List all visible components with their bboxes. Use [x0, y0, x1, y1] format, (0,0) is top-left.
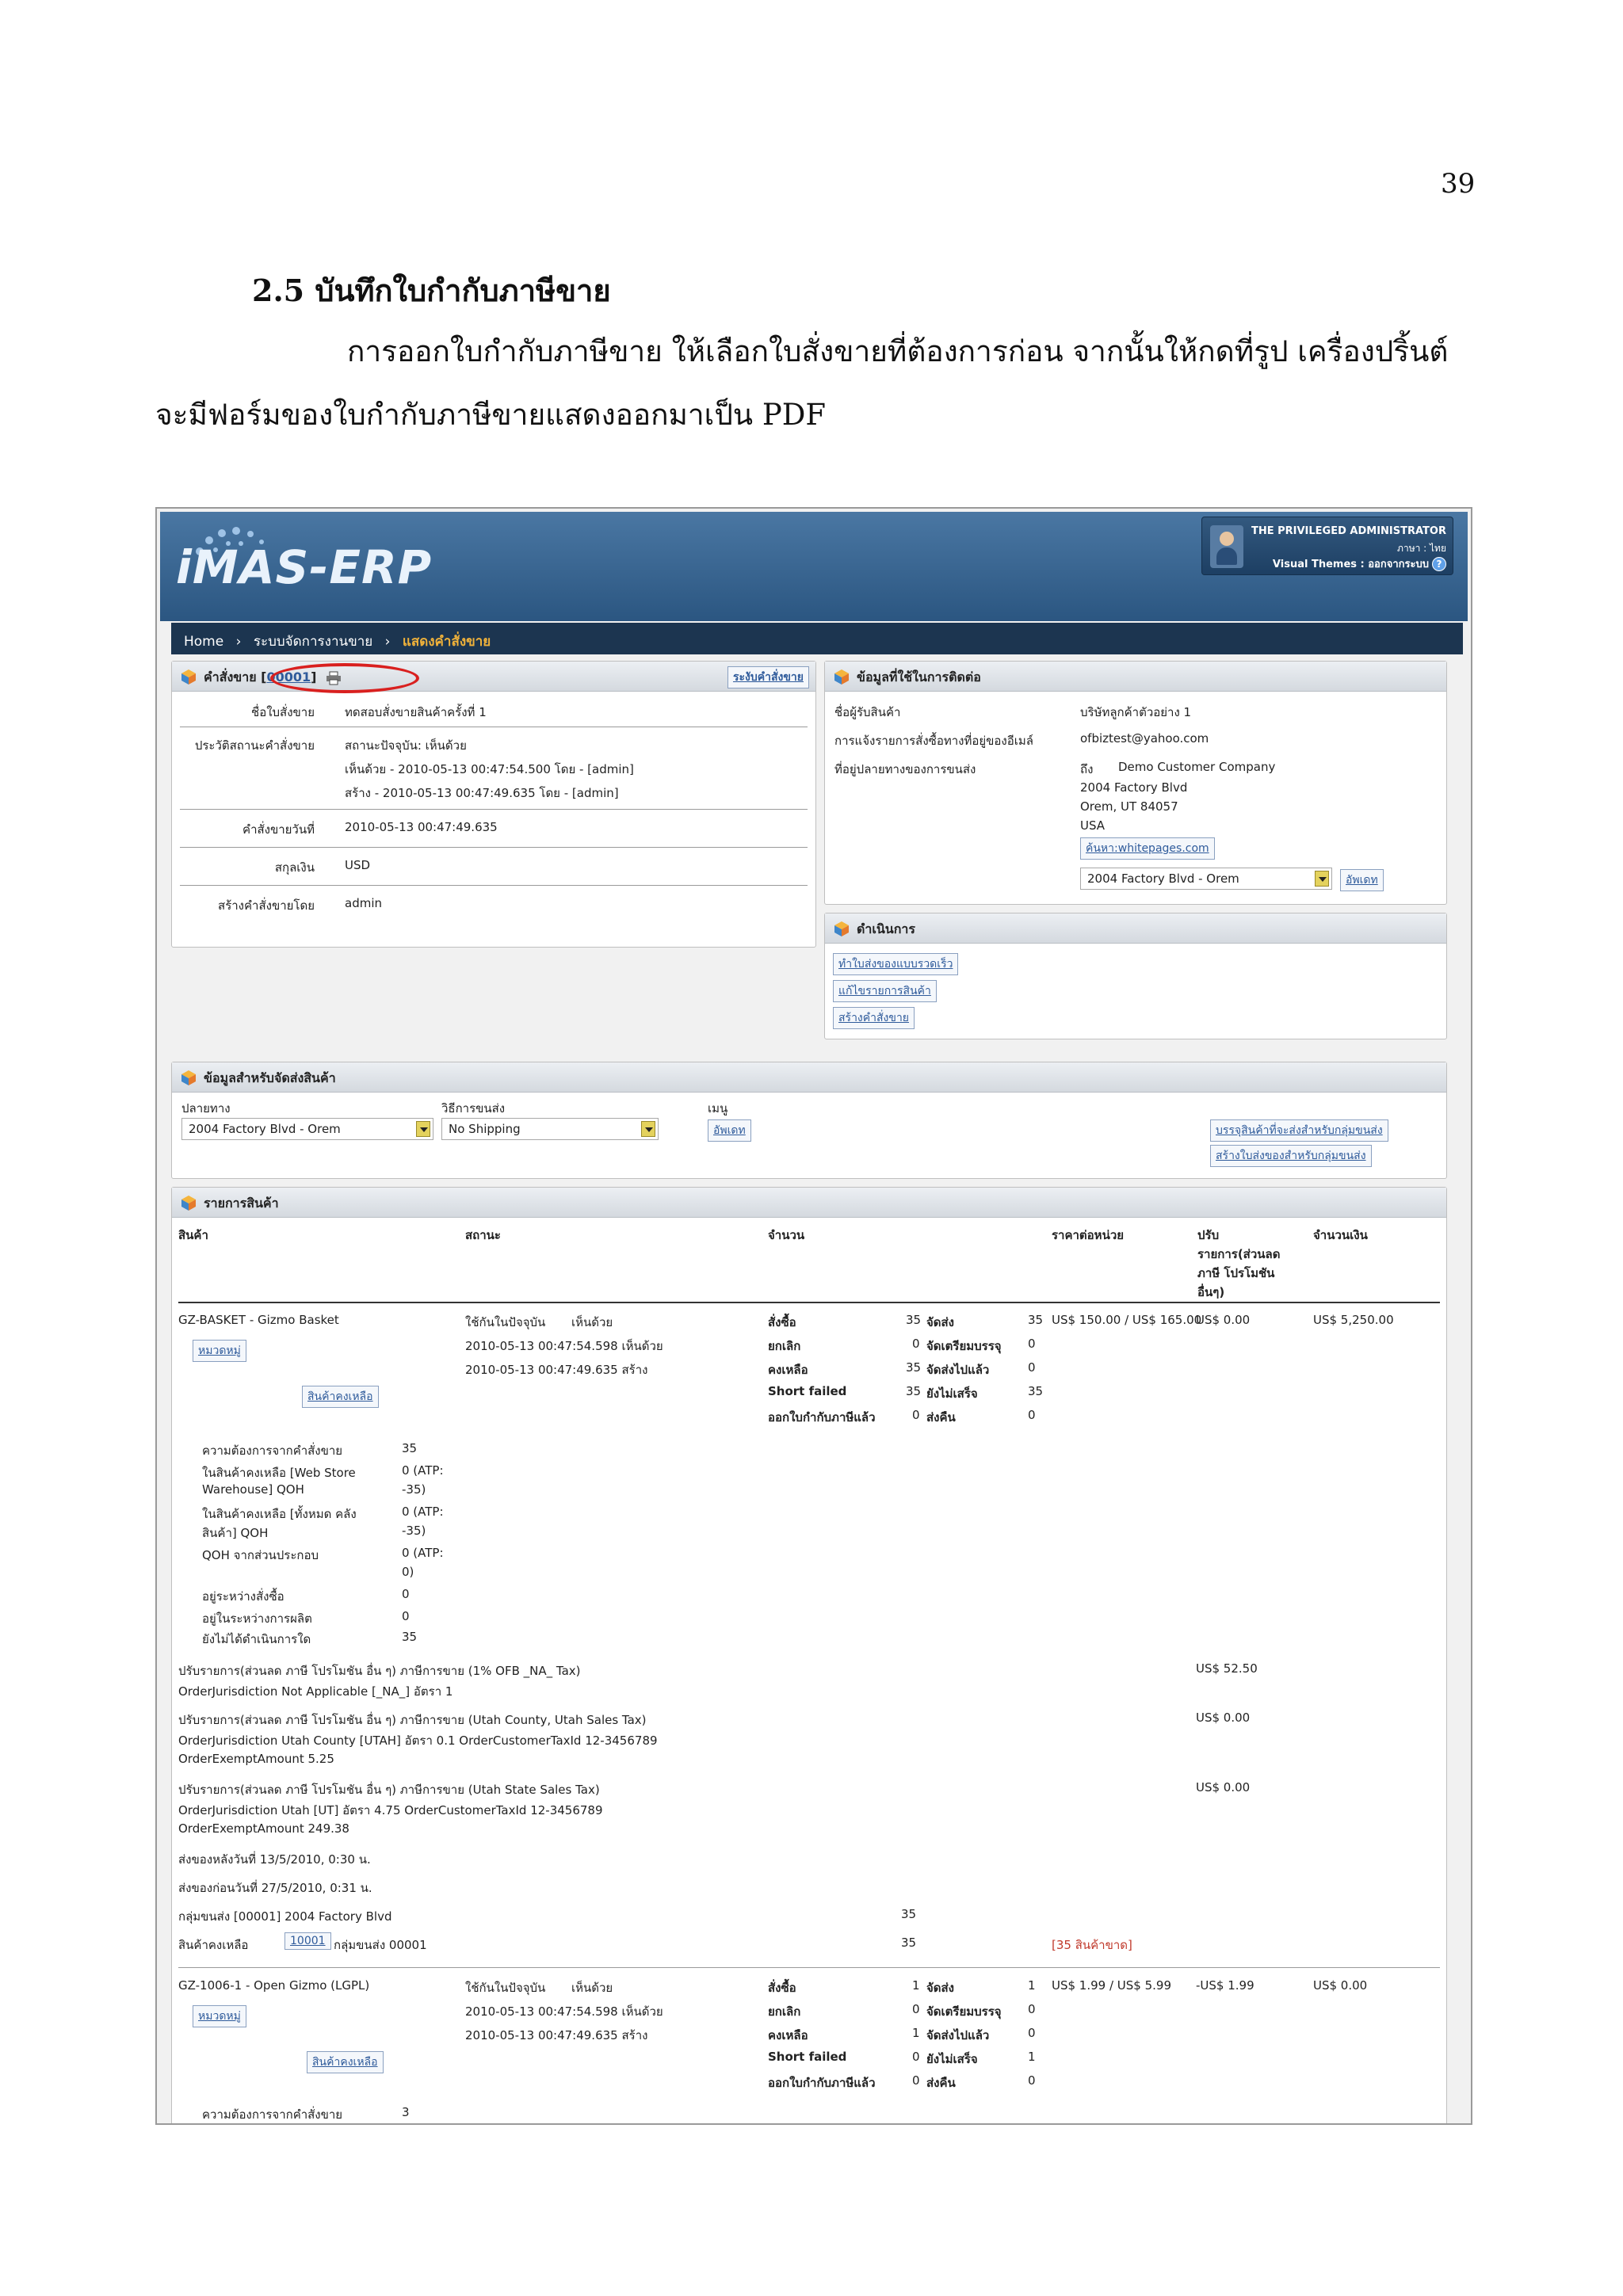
item-2-status-current: ใช้กันในปัจจุบัน	[465, 1981, 546, 1995]
inv-label: Warehouse] QOH	[202, 1482, 304, 1497]
customer-value: บริษัทลูกค้าตัวอย่าง 1	[1080, 705, 1192, 719]
order-history-current: สถานะปัจจุบัน: เห็นด้วย	[345, 738, 467, 753]
cube-icon	[833, 920, 850, 937]
chevron-down-icon	[641, 1121, 655, 1137]
item-1-price: US$ 150.00 / US$ 165.00	[1052, 1313, 1202, 1327]
shipping-method-select[interactable]	[441, 1118, 659, 1140]
item-1-status-approved: 2010-05-13 00:47:54.598 เห็นด้วย	[465, 1339, 663, 1353]
company-name: Demo Customer Company	[1118, 760, 1276, 774]
update-address-button[interactable]: อัพเดท	[1340, 869, 1384, 891]
email-label: การแจ้งรายการสั่งซื้อทางที่อยู่ของอีเมล์	[834, 734, 1033, 748]
item-2-q-invoiced-label: ออกใบกำกับภาษีแล้ว	[768, 2076, 876, 2090]
shipping-panel-header	[172, 1062, 1446, 1093]
item-2-q-short-value: 0	[912, 2050, 920, 2064]
item-1-s-notdone-label: ยังไม่เสร็จ	[926, 1386, 978, 1401]
pack-items-button[interactable]: บรรจุสินค้าที่จะส่งสำหรับกลุ่มขนส่ง	[1210, 1119, 1388, 1142]
item-2-q-invoiced-value: 0	[912, 2073, 920, 2088]
item-2-s-shipped-label: จัดส่งไปแล้ว	[926, 2028, 990, 2042]
edit-items-button[interactable]: แก้ไขรายการสินค้า	[833, 980, 937, 1002]
item-1-q-cancel-value: 0	[912, 1337, 920, 1351]
create-order-button[interactable]: สร้างคำสั่งขาย	[833, 1007, 915, 1029]
inv-label: สินค้า] QOH	[202, 1526, 269, 1540]
suspend-order-button[interactable]: ระงับคำสั่งขาย	[727, 666, 809, 688]
item-1-s-notdone-value: 35	[1028, 1384, 1044, 1398]
item-2-q-ordered-label: สั่งซื้อ	[768, 1981, 796, 1995]
item-1-total: US$ 5,250.00	[1313, 1313, 1394, 1327]
order-panel-header	[172, 662, 815, 692]
ship-group: กลุ่มขนส่ง [00001] 2004 Factory Blvd	[178, 1909, 392, 1924]
item-1-status-current: ใช้กันในปัจจุบัน	[465, 1315, 546, 1329]
erp-screenshot	[155, 507, 1472, 2125]
adjustment-3-title: ปรับรายการ(ส่วนลด ภาษี โปรโมชัน อื่น ๆ) ภาษีการขาย (Utah State Sales Tax)	[178, 1783, 600, 1797]
item-1-q-remain-label: คงเหลือ	[768, 1363, 808, 1377]
order-id-link[interactable]: 00001	[266, 669, 311, 685]
destination-label: ปลายทาง	[181, 1101, 231, 1116]
item-2-q-remain-value: 1	[912, 2026, 920, 2040]
breadcrumb-section[interactable]: ระบบจัดการงานขาย	[253, 634, 373, 650]
breadcrumb-current: แสดงคำสั่งขาย	[402, 634, 491, 650]
adjustment-1-title: ปรับรายการ(ส่วนลด ภาษี โปรโมชัน อื่น ๆ) ภาษีการขาย (1% OFB _NA_ Tax)	[178, 1664, 581, 1678]
col-header-adjust-1: ปรับ	[1197, 1228, 1220, 1242]
cube-icon	[180, 1069, 197, 1086]
item-1-status-created: 2010-05-13 00:47:49.635 สร้าง	[465, 1363, 648, 1377]
item-1-q-remain-value: 35	[906, 1360, 922, 1375]
page-number: 39	[1441, 168, 1476, 200]
adjustment-2-jurisdiction: OrderJurisdiction Utah County [UTAH] อัตรา 0.1 OrderCustomerTaxId 12-3456789	[178, 1733, 658, 1748]
user-info-box	[1201, 517, 1453, 575]
order-date-label: คำสั่งขายวันที่	[242, 822, 315, 837]
adjustment-1-amount: US$ 52.50	[1196, 1661, 1258, 1676]
item-2-s-notdone-value: 1	[1028, 2050, 1036, 2064]
order-history-label: ประวัติสถานะคำสั่งขาย	[194, 738, 315, 753]
item-1-category-button[interactable]: หมวดหมู่	[193, 1340, 246, 1362]
item-2-q-cancel-label: ยกเลิก	[768, 2004, 801, 2019]
address-city: Orem, UT 84057	[1080, 799, 1178, 814]
stock-shortage: [35 สินค้าขาด]	[1052, 1938, 1132, 1952]
shipping-panel-title: ข้อมูลสำหรับจัดส่งสินค้า	[204, 1070, 336, 1085]
item-1-s-shipped-label: จัดส่งไปแล้ว	[926, 1363, 990, 1377]
item-1-q-cancel-label: ยกเลิก	[768, 1339, 801, 1353]
item-2-q-ordered-value: 1	[912, 1978, 920, 1993]
divider	[180, 847, 808, 848]
inv-value: 35	[402, 1630, 418, 1644]
item-1-q-short-value: 35	[906, 1384, 922, 1398]
item-2-q-remain-label: คงเหลือ	[768, 2028, 808, 2042]
item-1-s-prep-label: จัดเตรียมบรรจุ	[926, 1339, 1002, 1353]
col-header-adjust-4: อื่นๆ)	[1197, 1285, 1225, 1299]
divider	[180, 885, 808, 886]
item-1-inventory-button[interactable]: สินค้าคงเหลือ	[302, 1386, 379, 1408]
adjustment-3-jurisdiction: OrderJurisdiction Utah [UT] อัตรา 4.75 OrderCustomerTaxId 12-3456789	[178, 1803, 603, 1817]
ship-after-date: ส่งของหลังวันที่ 13/5/2010, 0:30 น.	[178, 1852, 371, 1867]
ship-before-date: ส่งของก่อนวันที่ 27/5/2010, 0:31 น.	[178, 1881, 372, 1895]
stock-group: กลุ่มขนส่ง 00001	[334, 1938, 427, 1952]
paragraph-line-1: การออกใบกำกับภาษีขาย ให้เลือกใบสั่งขายที่ต้องการก่อน จากนั้นให้กดที่รูป เครื่องปริ้นต์	[347, 334, 1449, 368]
item-1-s-return-label: ส่งคืน	[926, 1410, 956, 1425]
item-1-q-ordered-value: 35	[906, 1313, 922, 1327]
help-icon[interactable]: ?	[1432, 557, 1446, 571]
visual-themes[interactable]	[1273, 555, 1446, 572]
inv-label: อยู่ระหว่างสั่งซื้อ	[202, 1589, 285, 1604]
order-history-created: สร้าง - 2010-05-13 00:47:49.635 โดย - [admin]	[345, 786, 619, 800]
quick-ship-button[interactable]: ทำใบส่งของแบบรวดเร็ว	[833, 953, 958, 975]
menu-label: เมนู	[708, 1101, 728, 1116]
visual-themes-label[interactable]: Visual Themes : ออกจากระบบ	[1272, 559, 1429, 570]
item-2-name: GZ-1006-1 - Open Gizmo (LGPL)	[178, 1978, 370, 1993]
inv-label: ในสินค้าคงเหลือ [ทั้งหมด คลัง	[202, 1507, 357, 1521]
inv-value: 0 (ATP:	[402, 1463, 444, 1478]
item-2-s-ship-label: จัดส่ง	[926, 1981, 955, 1995]
created-by-value: admin	[345, 896, 382, 910]
col-header-product: สินค้า	[178, 1228, 208, 1242]
item-1-s-ship-label: จัดส่ง	[926, 1315, 955, 1329]
currency-label: สกุลเงิน	[274, 860, 315, 875]
item-1-s-shipped-value: 0	[1028, 1360, 1036, 1375]
contact-panel-title: ข้อมูลที่ใช้ในการติดต่อ	[857, 669, 981, 685]
adjustment-2-title: ปรับรายการ(ส่วนลด ภาษี โปรโมชัน อื่น ๆ) ภาษีการขาย (Utah County, Utah Sales Tax)	[178, 1713, 647, 1727]
actions-panel-title: ดำเนินการ	[857, 921, 915, 936]
paragraph-line-2: จะมีฟอร์มของใบกำกับภาษีขายแสดงออกมาเป็น PDF	[155, 398, 827, 432]
whitepages-button[interactable]: ค้นหา:whitepages.com	[1080, 837, 1215, 860]
breadcrumb-separator: ›	[235, 634, 242, 650]
item-2-s-return-label: ส่งคืน	[926, 2076, 956, 2090]
order-date-value: 2010-05-13 00:47:49.635	[345, 820, 498, 834]
shipping-panel	[171, 1062, 1447, 1179]
ship-to-label: ถึง	[1080, 762, 1094, 776]
col-header-status: สถานะ	[465, 1228, 501, 1242]
cube-icon	[833, 668, 850, 685]
inv-value: 0)	[402, 1565, 414, 1579]
item-1-name: GZ-BASKET - Gizmo Basket	[178, 1313, 339, 1327]
item-1-q-invoiced-value: 0	[912, 1408, 920, 1422]
customer-label: ชื่อผู้รับสินค้า	[834, 705, 901, 719]
item-2-inv-label: ความต้องการจากคำสั่งขาย	[202, 2107, 343, 2122]
items-panel	[171, 1187, 1447, 2125]
adjustment-2-exempt: OrderExemptAmount 5.25	[178, 1752, 334, 1766]
created-by-label: สร้างคำสั่งขายโดย	[218, 898, 315, 913]
item-2-total: US$ 0.00	[1313, 1978, 1368, 1993]
item-1-q-invoiced-label: ออกใบกำกับภาษีแล้ว	[768, 1410, 876, 1425]
address-country: USA	[1080, 818, 1106, 833]
chevron-down-icon	[416, 1121, 430, 1137]
item-1-q-ordered-label: สั่งซื้อ	[768, 1315, 796, 1329]
stock-facility-button[interactable]: 10001	[285, 1932, 331, 1950]
item-2-s-prep-label: จัดเตรียมบรรจุ	[926, 2004, 1002, 2019]
contact-panel-header	[825, 662, 1446, 692]
item-2-adjust: -US$ 1.99	[1196, 1978, 1254, 1993]
adjustment-2-amount: US$ 0.00	[1196, 1711, 1251, 1725]
item-1-s-return-value: 0	[1028, 1408, 1036, 1422]
address-select-value: 2004 Factory Blvd - Orem	[1087, 871, 1239, 886]
order-history-approved: เห็นด้วย - 2010-05-13 00:47:54.500 โดย - [admin]	[345, 762, 634, 776]
item-2-inventory-button[interactable]: สินค้าคงเหลือ	[307, 2051, 384, 2073]
shipping-method-value: No Shipping	[449, 1122, 521, 1136]
item-2-status-created: 2010-05-13 00:47:49.635 สร้าง	[465, 2028, 648, 2042]
contact-panel	[824, 661, 1447, 905]
item-2-s-prep-value: 0	[1028, 2002, 1036, 2016]
inv-label: อยู่ในระหว่างการผลิต	[202, 1611, 312, 1626]
inv-value: -35)	[402, 1524, 426, 1538]
user-title: THE PRIVILEGED ADMINISTRATOR	[1251, 525, 1446, 537]
cube-icon	[180, 668, 197, 685]
ship-group-quantity: 35	[901, 1907, 917, 1921]
currency-value: USD	[345, 858, 371, 872]
item-2-q-short-label: Short failed	[768, 2050, 847, 2064]
create-shipment-button[interactable]: สร้างใบส่งของสำหรับกลุ่มขนส่ง	[1210, 1145, 1372, 1167]
order-title-suffix: ]	[311, 669, 317, 685]
col-header-amount: จำนวนเงิน	[1313, 1228, 1368, 1242]
inv-value: 0	[402, 1609, 410, 1623]
order-name-value: ทดสอบสั่งขายสินค้าครั้งที่ 1	[345, 705, 487, 719]
stock-label: สินค้าคงเหลือ	[178, 1938, 249, 1952]
app-banner	[160, 512, 1468, 621]
adjustment-1-jurisdiction: OrderJurisdiction Not Applicable [_NA_] อัตรา 1	[178, 1684, 453, 1699]
address-select[interactable]	[1080, 868, 1332, 890]
item-1-q-short-label: Short failed	[768, 1384, 847, 1398]
item-2-status-approved: 2010-05-13 00:47:54.598 เห็นด้วย	[465, 2004, 663, 2019]
breadcrumb	[171, 623, 1463, 654]
item-1-status-current-value: เห็นด้วย	[571, 1315, 613, 1329]
section-heading: 2.5 บันทึกใบกำกับภาษีขาย	[252, 273, 611, 308]
language-selector[interactable]: ภาษา : ไทย	[1397, 543, 1446, 554]
col-header-quantity: จำนวน	[768, 1228, 805, 1242]
inv-value: 0 (ATP:	[402, 1546, 444, 1560]
inv-label: ความต้องการจากคำสั่งขาย	[202, 1444, 343, 1458]
shipping-method-label: วิธีการขนส่ง	[441, 1101, 506, 1116]
item-divider	[178, 1967, 1440, 1968]
item-2-s-shipped-value: 0	[1028, 2026, 1036, 2040]
avatar	[1210, 525, 1243, 568]
items-panel-title: รายการสินค้า	[204, 1196, 279, 1211]
order-panel	[171, 661, 816, 948]
inv-value: 0 (ATP:	[402, 1505, 444, 1519]
adjustment-3-amount: US$ 0.00	[1196, 1780, 1251, 1794]
inv-label: ในสินค้าคงเหลือ [Web Store	[202, 1466, 356, 1480]
stock-quantity: 35	[901, 1936, 917, 1950]
actions-panel	[824, 913, 1447, 1039]
header-divider	[178, 1302, 1440, 1303]
inv-value: -35)	[402, 1482, 426, 1497]
destination-select[interactable]	[181, 1118, 433, 1140]
item-1-adjust: US$ 0.00	[1196, 1313, 1251, 1327]
app-logo: iMAS-ERP	[176, 540, 433, 594]
update-shipping-button[interactable]: อัพเดท	[708, 1119, 751, 1142]
col-header-unit-price: ราคาต่อหน่วย	[1052, 1228, 1125, 1242]
item-1-s-ship-value: 35	[1028, 1313, 1044, 1327]
col-header-adjust-3: ภาษี โปรโมชัน	[1197, 1266, 1275, 1280]
cube-icon	[180, 1194, 197, 1211]
print-highlight-circle	[270, 663, 419, 693]
divider	[180, 809, 808, 810]
inv-label: QOH จากส่วนประกอบ	[202, 1548, 319, 1562]
item-2-inv-value: 3	[402, 2105, 410, 2119]
chevron-down-icon	[1315, 871, 1329, 887]
ship-address-label: ที่อยู่ปลายทางของการขนส่ง	[834, 762, 976, 776]
order-name-label: ชื่อใบสั่งขาย	[251, 705, 315, 719]
col-header-adjust-2: รายการ(ส่วนลด	[1197, 1247, 1281, 1261]
item-2-s-notdone-label: ยังไม่เสร็จ	[926, 2052, 978, 2066]
inv-value: 0	[402, 1587, 410, 1601]
item-2-price: US$ 1.99 / US$ 5.99	[1052, 1978, 1172, 1993]
item-2-s-ship-value: 1	[1028, 1978, 1036, 1993]
email-value: ofbiztest@yahoo.com	[1080, 731, 1209, 746]
breadcrumb-separator: ›	[384, 634, 391, 650]
order-title-prefix: คำสั่งขาย [	[204, 669, 267, 685]
items-panel-header	[172, 1188, 1446, 1218]
actions-panel-header	[825, 913, 1446, 944]
item-2-q-cancel-value: 0	[912, 2002, 920, 2016]
item-1-s-prep-value: 0	[1028, 1337, 1036, 1351]
inv-label: ยังไม่ได้ดำเนินการใด	[202, 1632, 311, 1646]
breadcrumb-home[interactable]: Home	[184, 634, 224, 650]
adjustment-3-exempt: OrderExemptAmount 249.38	[178, 1821, 349, 1836]
item-2-category-button[interactable]: หมวดหมู่	[193, 2005, 246, 2027]
destination-select-value: 2004 Factory Blvd - Orem	[189, 1122, 341, 1136]
item-2-s-return-value: 0	[1028, 2073, 1036, 2088]
inv-value: 35	[402, 1441, 418, 1455]
item-2-status-current-value: เห็นด้วย	[571, 1981, 613, 1995]
address-street: 2004 Factory Blvd	[1080, 780, 1188, 795]
